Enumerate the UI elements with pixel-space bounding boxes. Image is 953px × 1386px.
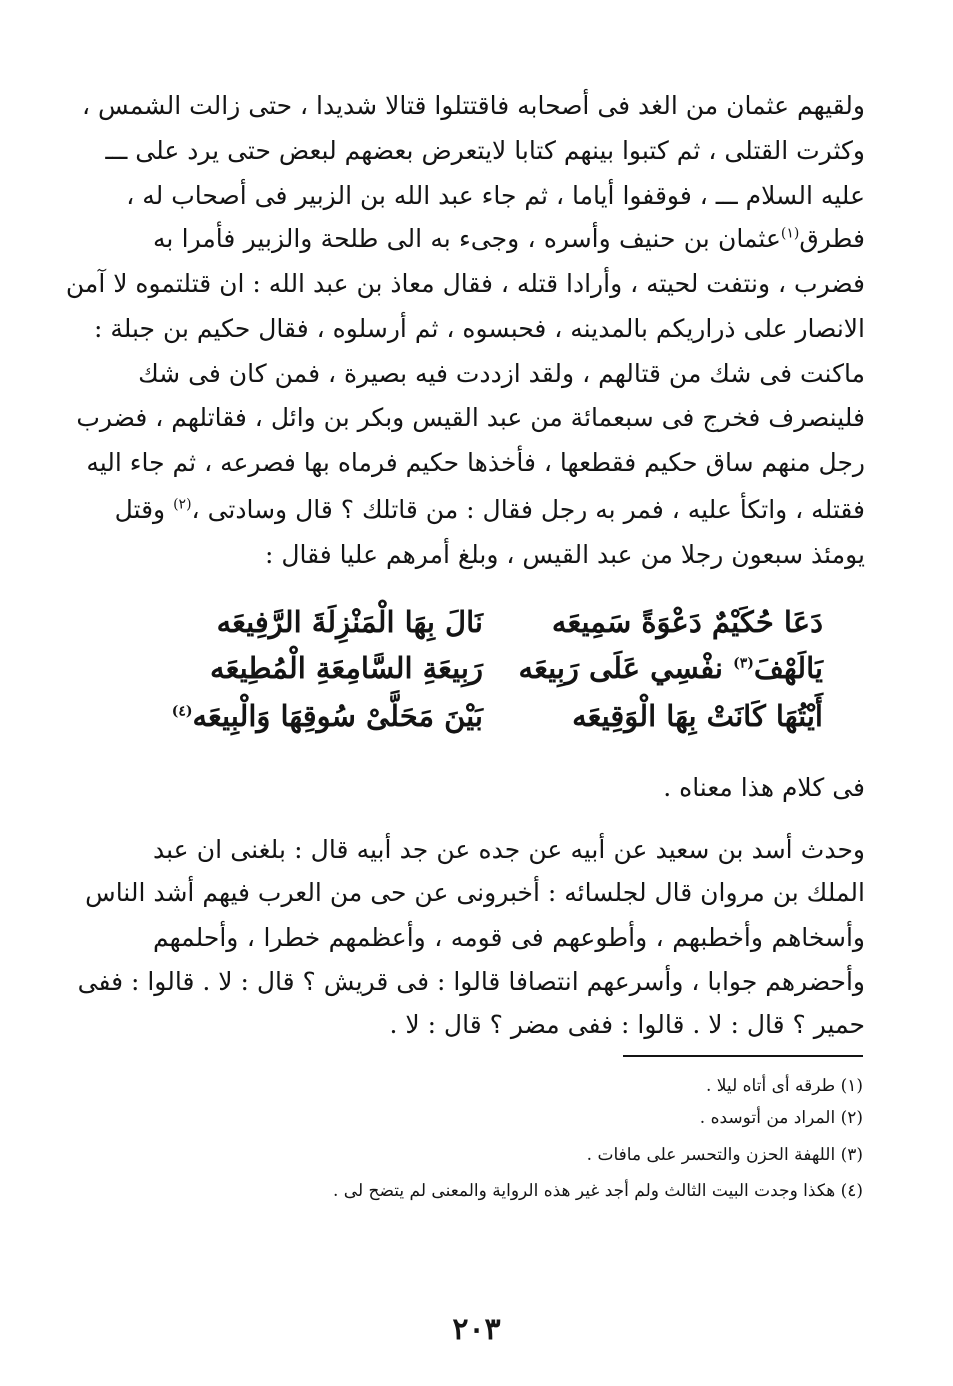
body-line: وكثرت القتلى ، ثم كتبوا بينهم كتابا لايتعرض بعضهم لبعض حتى يرد على ـــ: [105, 136, 865, 165]
body-line: ولقيهم عثمان من الغد فى أصحابه فاقتتلوا قتالا شديدا ، حتى زالت الشمس ،: [81, 91, 865, 120]
page-number: ٢٠٣: [452, 1312, 501, 1347]
verse-line: [143, 644, 823, 692]
verse-second-hemistich: [172, 692, 483, 740]
footnote-mark-2: (٢): [173, 496, 192, 513]
body-line: [114, 490, 865, 530]
body-line: الانصار على ذراريكم بالمدينه ، فحبسوه ، ثم أرسلوه ، فقال حكيم بن جبلة :: [93, 314, 865, 343]
footnote-separator: [623, 1055, 863, 1057]
footnote-mark-3: (٣): [733, 655, 754, 672]
body-line: عليه السلام ـــ ، فوقفوا أياما ، ثم جاء عبد الله بن الزبير فى أصحاب له ،: [126, 181, 865, 210]
verse-second-hemistich: نَالَ بِهَا الْمَنْزِلَةَ الرَّفِيعَه: [216, 605, 483, 639]
body-line-suffix: وقتل: [114, 495, 166, 524]
verse-second-hemistich: رَبِيعَةِ السَّامِعَةِ الْمُطِيعَه: [210, 651, 483, 685]
verse-words: نفْسِي عَلَى رَبِيعَه: [518, 651, 723, 685]
body-line: وحدث أسد بن سعيد عن أبيه عن جده عن جد أبيه قال : بلغنى ان عبد: [153, 835, 865, 864]
verse-words: بَيْنَ مَحَلَّىْ سُوقِهَا وَالْبِيعَه: [192, 699, 483, 733]
body-line: ماكنت فى شك من قتالهم ، ولقد ازددت فيه بصيرة ، فمن كان فى شك: [138, 359, 865, 388]
body-line: الملك بن مروان قال لجلسائه : أخبرونى عن حى من العرب فيهم أشد الناس: [85, 878, 865, 907]
body-line: فضرب ، ونتفت لحيته ، وأرادا قتله ، فقال معاذ بن عبد الله : ان قتلتموه لا آمن: [65, 269, 865, 298]
body-line: رجل منهم ساق حكيم فقطعها ، فأخذها حكيم فرماه بها فصرعه ، ثم جاء اليه: [86, 448, 865, 477]
footnote-mark-1: (١): [780, 225, 800, 242]
body-line-text: فقتله ، واتكأ عليه ، فمر به رجل فقال : من قاتلك ؟ قال وسادتى ،: [191, 495, 865, 524]
verse-first-hemistich: أَيْتُهَا كَانَتْ بِهَا الْوَقِيعَه: [572, 699, 823, 733]
footnote: (٣) اللهفة الحزن والتحسر على مافات .: [586, 1145, 863, 1165]
verse-first-hemistich: دَعَا حُكَيْمٌ دَعْوَةً سَمِيعَه: [551, 605, 823, 639]
footnote: (٤) هكذا وجدت البيت الثالث ولم أجد غير هذه الرواية والمعنى لم يتضح لى .: [332, 1181, 863, 1201]
verse-word: يَالَهْفَ: [753, 651, 823, 685]
body-line-prefix: فطرق: [799, 224, 865, 253]
after-verse-line: فى كلام هذا معناه .: [663, 773, 865, 802]
body-line: حمير ؟ قال : لا . قالوا : ففى مضر ؟ قال : لا .: [389, 1010, 865, 1039]
body-line: [153, 219, 865, 259]
footnote-mark-4: (٤): [171, 703, 193, 720]
verse-line: [143, 692, 823, 740]
body-line: يومئذ سبعون رجلا من عبد القيس ، وبلغ أمرهم عليا فقال :: [264, 540, 865, 569]
body-line: فلينصرف فخرج فى سبعمائة من عبد القيس وبكر بن وائل ، فقاتلهم ، فضرب: [76, 403, 865, 432]
footnote: (٢) المراد من أتوسده .: [699, 1108, 863, 1128]
footnote: (١) طرقه أى أتاه ليلا .: [705, 1076, 863, 1096]
body-line: وأحضرهم جوابا ، وأسرعهم انتصافا قالوا : فى قريش ؟ قال : لا . قالوا : ففى: [77, 967, 865, 996]
verse-line: [143, 598, 823, 646]
body-line: وأسخاهم وأخطبهم ، وأطوعهم فى قومه ، وأعظمهم خطرا ، وأحلمهم: [153, 923, 865, 952]
verse-first-hemistich: [519, 644, 823, 692]
body-line-text: عثمان بن حنيف وأسره ، وجىء به الى طلحة والزبير فأمرا به: [153, 224, 781, 253]
